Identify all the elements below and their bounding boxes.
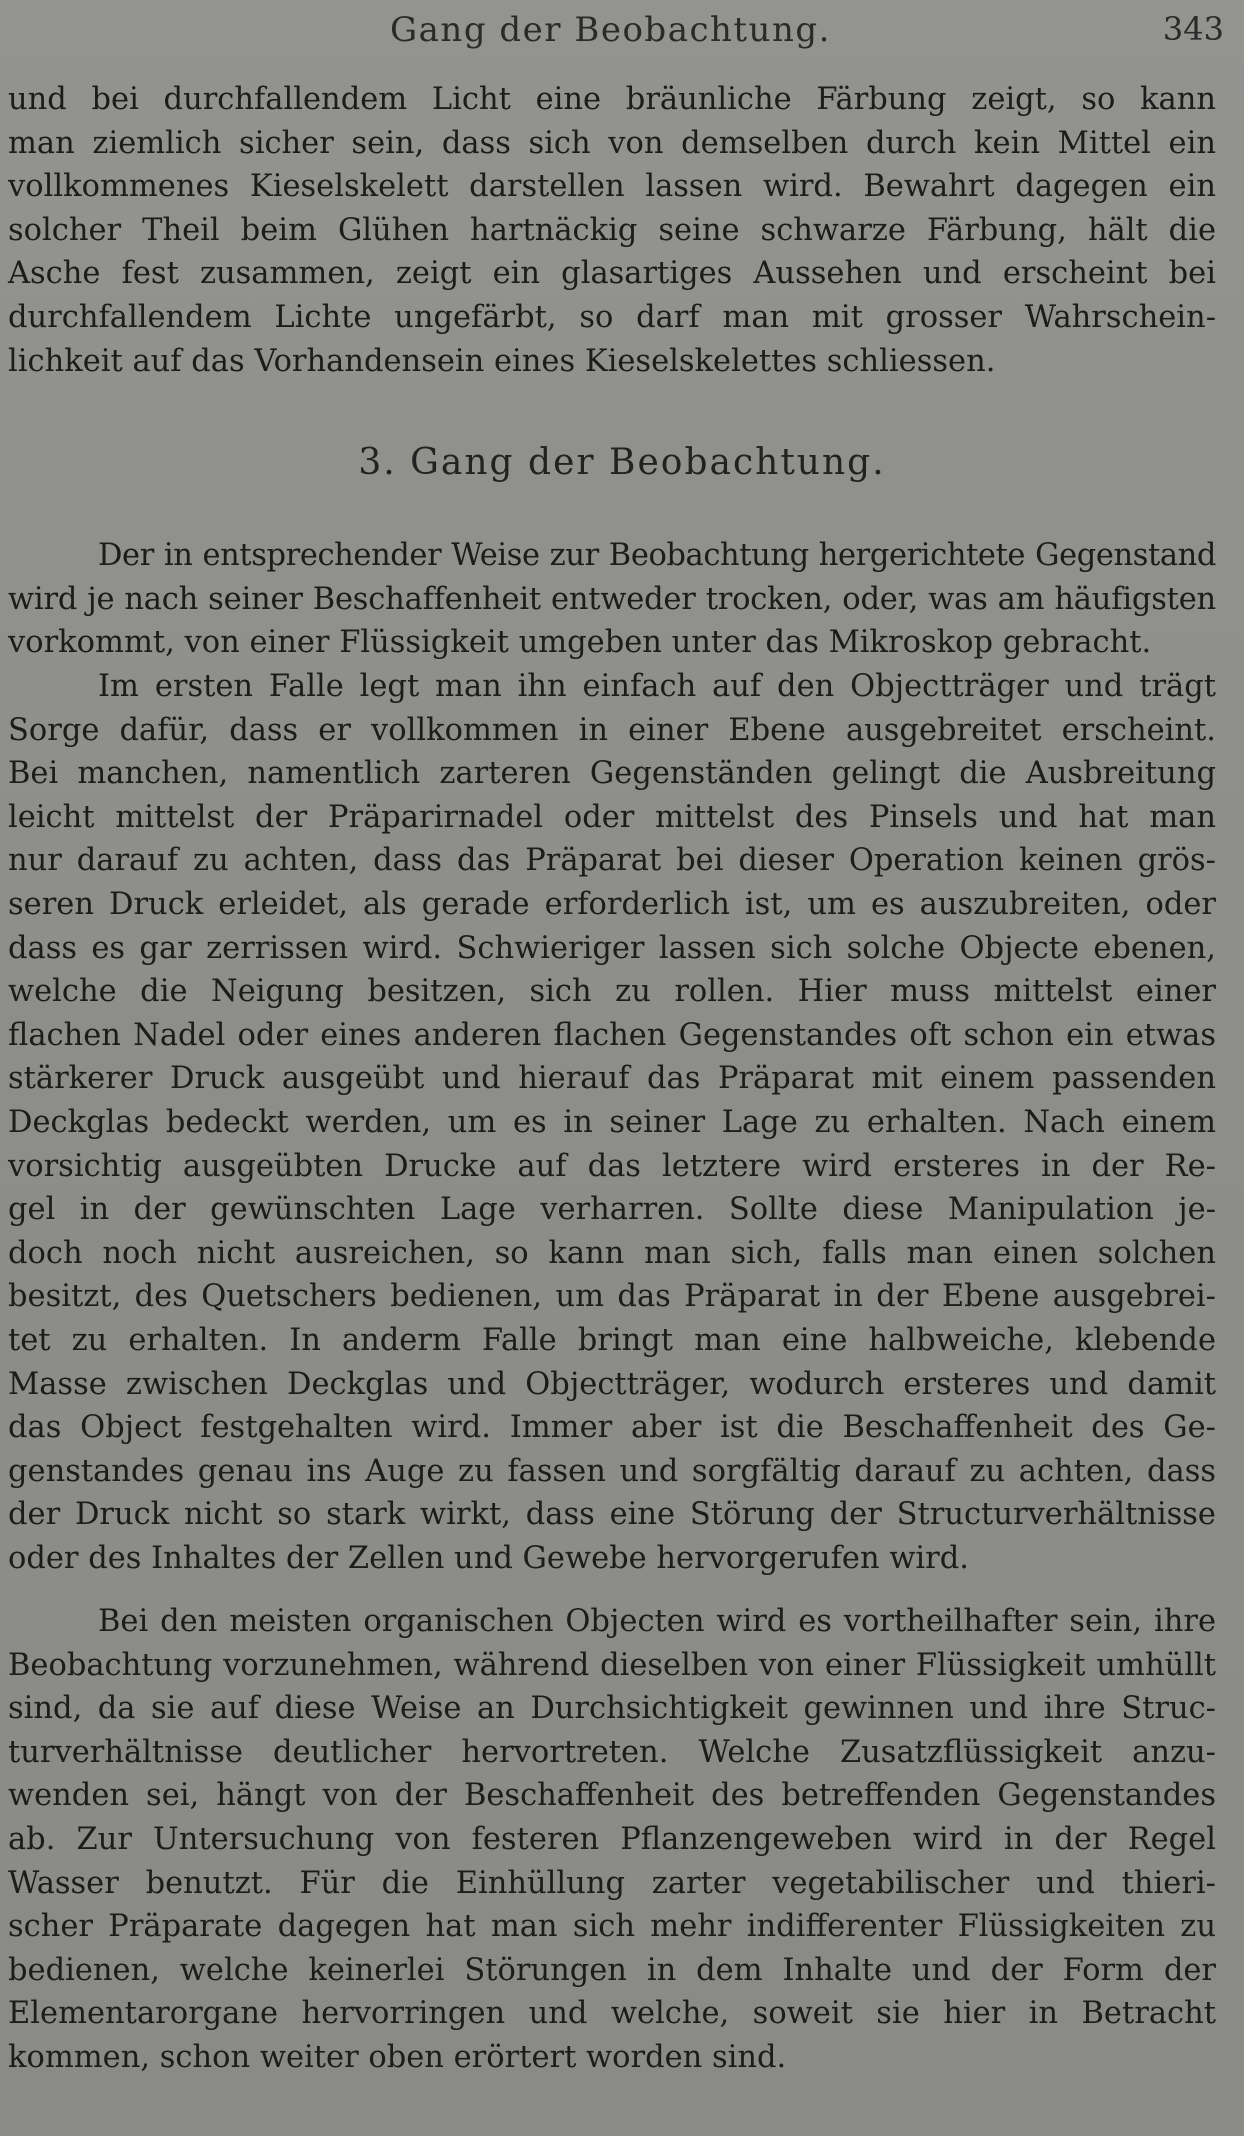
text-line: turverhältnisse deutlicher hervortreten. Welche Zusatzflüssigkeit anzu- — [8, 1734, 1216, 1770]
text-line: und bei durchfallendem Licht eine bräunliche Färbung zeigt, so kann — [8, 82, 1216, 117]
text-line: gel in der gewünschten Lage verharren. Sollte diese Manipulation je- — [8, 1192, 1216, 1228]
text-line: man ziemlich sicher sein, dass sich von demselben durch kein Mittel ein — [8, 125, 1216, 161]
text-line: Im ersten Falle legt man ihn einfach auf den Objectträger und trägt — [98, 669, 1216, 704]
text-line: doch noch nicht ausreichen, so kann man sich, falls man einen solchen — [8, 1235, 1216, 1271]
text-line: vorkommt, von einer Flüssigkeit umgeben unter das Mikroskop gebracht. — [8, 625, 1152, 661]
text-line: Deckglas bedeckt werden, um es in seiner Lage zu erhalten. Nach einem — [8, 1104, 1216, 1140]
text-line: Bei den meisten organischen Objecten wird es vortheilhafter sein, ihre — [98, 1604, 1216, 1639]
text-line: solcher Theil beim Glühen hartnäckig seine schwarze Färbung, hält die — [8, 212, 1216, 248]
text-line: Der in entsprechender Weise zur Beobachtung hergerichtete Gegenstand — [98, 538, 1216, 573]
text-line: lichkeit auf das Vorhandensein eines Kieselskelettes schliessen. — [8, 343, 996, 379]
intro-paragraph — [8, 78, 1216, 383]
text-line: Masse zwischen Deckglas und Objectträger, wodurch ersteres und damit — [8, 1366, 1216, 1402]
text-line: wird je nach seiner Beschaffenheit entweder trocken, oder, was am häufigsten — [8, 581, 1216, 617]
running-title: Gang der Beobachtung. — [390, 10, 831, 50]
text-line: Beobachtung vorzunehmen, während dieselben von einer Flüssigkeit umhüllt — [8, 1647, 1216, 1683]
text-line: der Druck nicht so stark wirkt, dass eine Störung der Structurverhältnisse — [8, 1497, 1216, 1533]
text-line: tet zu erhalten. In anderm Falle bringt man eine halbweiche, klebende — [8, 1322, 1216, 1358]
text-line: flachen Nadel oder eines anderen flachen Gegenstandes oft schon ein etwas — [8, 1017, 1216, 1053]
text-line: Bei manchen, namentlich zarteren Gegenständen gelingt die Ausbreitung — [8, 756, 1216, 792]
text-line: welche die Neigung besitzen, sich zu rollen. Hier muss mittelst einer — [8, 974, 1216, 1010]
paragraph-2 — [8, 665, 1216, 1580]
text-line: bedienen, welche keinerlei Störungen in dem Inhalte und der Form der — [8, 1952, 1216, 1988]
text-line: das Object festgehalten wird. Immer aber ist die Beschaffenheit des Ge- — [8, 1410, 1216, 1446]
page-number: 343 — [1162, 10, 1224, 48]
text-line: genstandes genau ins Auge zu fassen und sorgfältig darauf zu achten, dass — [8, 1453, 1216, 1489]
text-line: besitzt, des Quetschers bedienen, um das Präparat in der Ebene ausgebrei- — [8, 1279, 1216, 1315]
text-line: nur darauf zu achten, dass das Präparat bei dieser Operation keinen grös- — [8, 843, 1216, 879]
text-line: sind, da sie auf diese Weise an Durchsichtigkeit gewinnen und ihre Struc- — [8, 1691, 1216, 1727]
running-head — [0, 6, 1244, 48]
text-line: Asche fest zusammen, zeigt ein glasartiges Aussehen und erscheint bei — [8, 256, 1216, 292]
text-line: durchfallendem Lichte ungefärbt, so darf man mit grosser Wahrschein- — [8, 299, 1216, 335]
text-line: ab. Zur Untersuchung von festeren Pflanzengeweben wird in der Regel — [8, 1821, 1216, 1857]
text-line: wenden sei, hängt von der Beschaffenheit des betreffenden Gegenstandes — [8, 1778, 1216, 1814]
paragraph-3 — [8, 1600, 1216, 2080]
paragraph-1 — [8, 534, 1216, 665]
text-line: vorsichtig ausgeübten Drucke auf das letztere wird ersteres in der Re- — [8, 1148, 1216, 1184]
text-line: kommen, schon weiter oben erörtert worden sind. — [8, 2039, 787, 2075]
text-line: Wasser benutzt. Für die Einhüllung zarter vegetabilischer und thieri- — [8, 1865, 1216, 1901]
text-line: seren Druck erleidet, als gerade erforderlich ist, um es auszubreiten, oder — [8, 886, 1216, 922]
text-line: oder des Inhaltes der Zellen und Gewebe hervorgerufen wird. — [8, 1540, 969, 1576]
text-line: leicht mittelst der Präparirnadel oder mittelst des Pinsels und hat man — [8, 799, 1216, 835]
text-line: Elementarorgane hervorringen und welche, soweit sie hier in Betracht — [8, 1996, 1216, 2032]
text-line: dass es gar zerrissen wird. Schwieriger lassen sich solche Objecte ebenen, — [8, 930, 1216, 966]
text-line: stärkerer Druck ausgeübt und hierauf das Präparat mit einem passenden — [8, 1061, 1216, 1097]
section-heading: 3. Gang der Beobachtung. — [358, 442, 886, 483]
text-line: scher Präparate dagegen hat man sich mehr indifferenter Flüssigkeiten zu — [8, 1909, 1216, 1945]
text-line: Sorge dafür, dass er vollkommen in einer Ebene ausgebreitet erscheint. — [8, 712, 1216, 748]
text-line: vollkommenes Kieselskelett darstellen lassen wird. Bewahrt dagegen ein — [8, 169, 1216, 205]
